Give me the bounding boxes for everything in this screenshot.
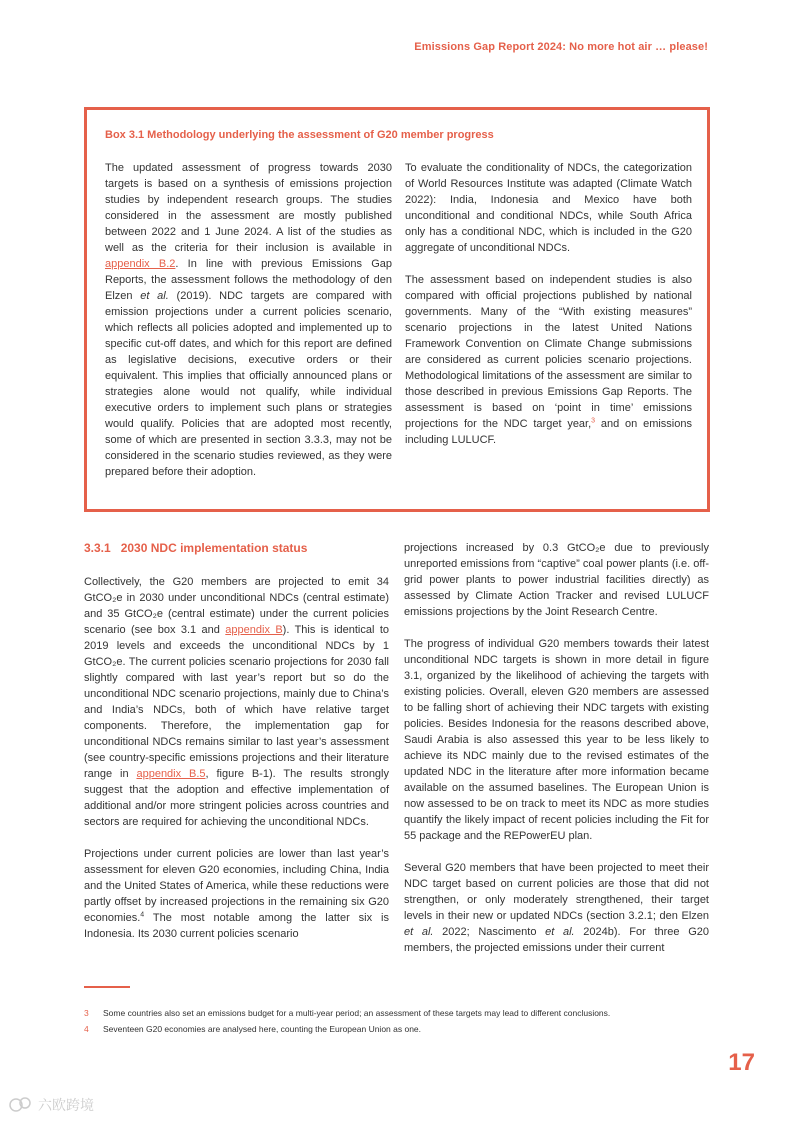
footnote-ref-3[interactable]: 3 — [591, 417, 596, 425]
appendix-b5-link[interactable]: appendix B.5 — [136, 768, 206, 780]
et-al: et al. — [404, 926, 434, 938]
appendix-b-link[interactable]: appendix B — [225, 624, 283, 636]
body-paragraph — [84, 846, 389, 942]
footnote-text: Seventeen G20 economies are analysed here, counting the European Union as one. — [103, 1024, 422, 1034]
text-span: The most notable among the latter six is Indonesia. Its 2030 current policies scenario — [84, 912, 389, 940]
footnotes — [84, 1008, 704, 1040]
footnote-text: Some countries also set an emissions budget for a multi-year period; an assessment of these targets may lead to different conclusions. — [103, 1008, 611, 1018]
box-paragraph: To evaluate the conditionality of NDCs, the categorization of World Resources Institute was adapted (Climate Watch 2022): India, Indonesia and Mexico have both unconditional and conditional NDCs, while South Africa only has a conditional NDC, which is included in the G20 aggregate of unconditional NDCs. — [405, 162, 692, 254]
box-left-column — [105, 160, 392, 496]
footnote-number: 4 — [84, 1024, 89, 1034]
section-heading — [84, 540, 389, 556]
text-span: , figure B-1). The results strongly suggest that the adoption and effective implementation of additional and/or more stringent policies across countries and sectors are required for achieving the unconditional NDCs. — [84, 768, 389, 828]
box-right-column — [405, 160, 692, 464]
watermark-text: 六欧跨境 — [38, 1097, 94, 1113]
body-paragraph — [84, 574, 389, 830]
text-span: Projections under current policies are lower than last year’s assessment for eleven G20 economies, including China, India and the United States of America, while these reductions were partly offset by increased projections in the remaining six G20 economies. — [84, 848, 389, 924]
text-span: 2022; Nascimento — [433, 926, 546, 938]
box-title: Box 3.1 Methodology underlying the assessment of G20 member progress — [105, 129, 494, 141]
text-span: and on emissions including LULUCF. — [405, 418, 692, 446]
running-header: Emissions Gap Report 2024: No more hot air … please! — [414, 41, 708, 53]
text-span: The updated assessment of progress towards 2030 targets is based on a synthesis of emissions projection studies by independent research groups. The studies considered in the assessment are mostly published between 2022 and 1 June 2024. A list of the studies as well as the criteria for their inclusion is available in — [105, 162, 392, 254]
section-title: 2030 NDC implementation status — [120, 541, 308, 555]
body-paragraph: The progress of individual G20 members towards their latest unconditional NDC targets is shown in more detail in figure 3.1, organized by the likelihood of achieving the targets with existing policies. Overall, eleven G20 members are assessed to be falling short of achieving their NDC targets with existing policies. Besides Indonesia for the reasons described above, Saudi Arabia is also assessed this year to be less likely to achieve its NDC mainly due to the revised estimates of the updated NDC in the literature after more information became available on the assumed baselines. The European Union is now assessed to be on track to meet its NDC as more studies quantify the likely impact of recent policies including the Fit for 55 package and the REPowerEU plan. — [404, 638, 709, 842]
text-span: The assessment based on independent studies is also compared with official projections published by national governments. Many of the “With existing measures” scenario projections in the latest United Nations Framework Convention on Climate Change submissions are considered as current policies scenario projections. Methodological limitations of the assessment are similar to those described in previous Emissions Gap Reports. The assessment is based on ‘point in time’ emissions projections for the NDC target year, — [405, 274, 692, 430]
appendix-b2-link[interactable]: appendix B.2 — [105, 258, 176, 270]
footnote-number: 3 — [84, 1008, 89, 1018]
text-span: (2019). NDC targets are compared with emission projections under a current policies scenario, which reflects all policies adopted and implemented up to specific cut-off dates, and which for this report are defined as legislative decisions, executive orders or their equivalent. This implies that officially announced plans or strategies alone would not qualify, while individual executive orders to implement such plans or strategies would qualify. Policies that are adopted most recently, some of which are presented in section 3.3.3, may not be considered in the scenario studies reviewed, as they were prepared before their adoption. — [105, 290, 392, 478]
main-left-column — [84, 540, 389, 958]
text-span: ). This is identical to 2019 levels and exceeds the unconditional NDCs by 1 GtCO₂e. The current policies scenario projections for 2030 fall slightly compared with last year’s report but so do the unconditional NDC scenario projections, mainly due to China’s and India’s NDCs, both of which have relative target components. Therefore, the implementation gap for unconditional NDCs remains similar to last year’s assessment (see country-specific emissions projections and their literature range in — [84, 624, 389, 780]
text-span: . In line with previous Emissions Gap Reports, the assessment follows the methodology of den Elzen — [105, 258, 393, 302]
body-paragraph: projections increased by 0.3 GtCO₂e due to previously unreported emissions from “captive” coal power plants (i.e. off-grid power plants to power industrial facilities directly) as assessed by Climate Action Tracker and revised LULUCF emissions projections by the Joint Research Centre. — [404, 542, 709, 618]
methodology-box — [84, 107, 710, 512]
page-number: 17 — [728, 1049, 755, 1076]
body-paragraph — [404, 860, 709, 956]
section-number: 3.3.1 — [84, 541, 111, 555]
watermark — [8, 1095, 94, 1115]
chat-bubble-icon — [8, 1097, 34, 1113]
text-span: Several G20 members that have been projected to meet their NDC target based on current policies are those that did not strengthen, or only moderately strengthened, their target levels in their new or updated NDCs (section 3.2.1; den Elzen — [404, 862, 709, 922]
et-al: et al. — [545, 926, 575, 938]
footnote-ref-4[interactable]: 4 — [140, 911, 145, 919]
text-span: Collectively, the G20 members are projected to emit 34 GtCO₂e in 2030 under unconditional NDCs (central estimate) and 35 GtCO₂e (central estimate) under the current policies scenario (see box 3.1 and — [84, 576, 389, 636]
box-paragraph — [105, 160, 392, 480]
footnote-item — [84, 1024, 704, 1035]
text-span: 2024b). For three G20 members, the projected emissions under their current — [404, 926, 709, 954]
et-al: et al. — [140, 290, 169, 302]
footnote-divider — [84, 986, 130, 988]
box-paragraph — [405, 272, 692, 448]
footnote-item — [84, 1008, 704, 1019]
main-right-column — [404, 540, 709, 972]
